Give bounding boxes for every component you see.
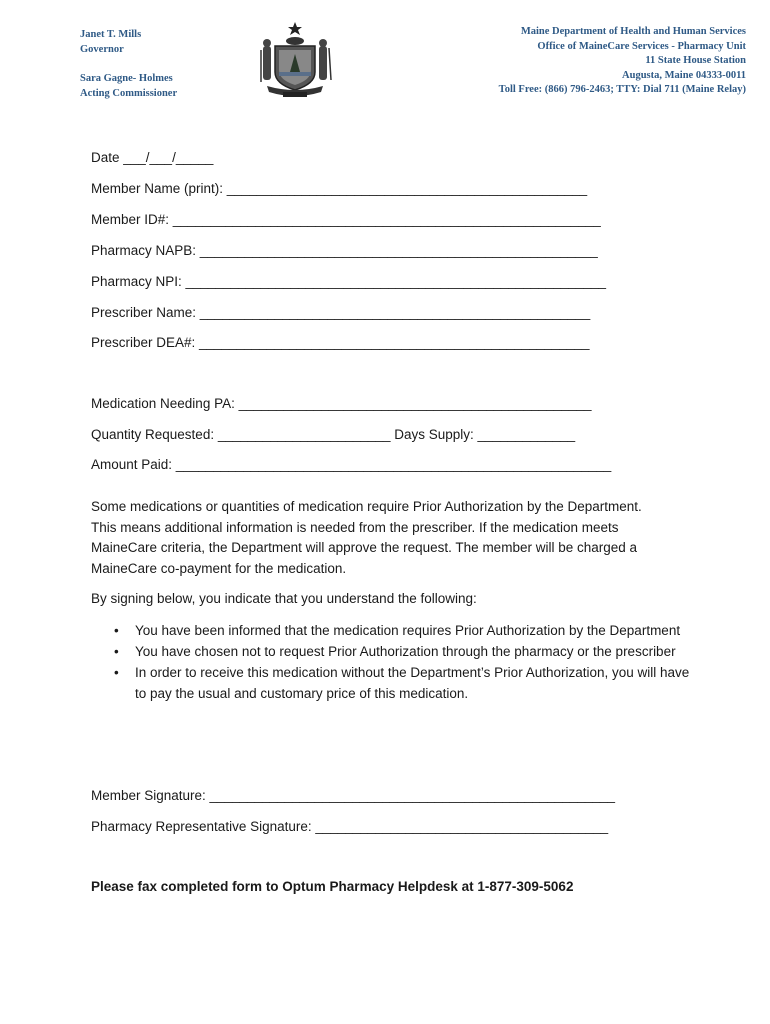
prior-auth-paragraph: Some medications or quantities of medication require Prior Authorization by the Department. This means additional information is needed from the prescriber. If the medication meets MaineCare criteria, the Department will approve the request. The member will be charged a MaineCare co-payment for the medication. bbox=[91, 499, 642, 576]
phone-line: Toll Free: (866) 796-2463; TTY: Dial 711 (Maine Relay) bbox=[498, 84, 746, 95]
city-state-zip: Augusta, Maine 04333-0011 bbox=[622, 69, 746, 81]
office-name: Office of MaineCare Services - Pharmacy Unit bbox=[537, 40, 746, 52]
pharmacy-napb-field[interactable]: Pharmacy NAPB: _____________________________________________________ bbox=[91, 243, 598, 258]
state-seal-icon bbox=[257, 20, 333, 98]
acknowledgement-intro: By signing below, you indicate that you understand the following: bbox=[91, 591, 477, 606]
governor-name: Janet T. Mills bbox=[80, 29, 142, 40]
member-signature-field[interactable]: Member Signature: ______________________________________________________ bbox=[91, 788, 615, 803]
bullet-icon: • bbox=[114, 623, 119, 638]
bullet-icon: • bbox=[114, 665, 119, 680]
medication-field[interactable]: Medication Needing PA: _______________________________________________ bbox=[91, 396, 592, 411]
member-id-field[interactable]: Member ID#: _________________________________________________________ bbox=[91, 212, 601, 227]
amount-paid-field[interactable]: Amount Paid: __________________________________________________________ bbox=[91, 457, 612, 472]
pharmacy-rep-signature-field[interactable]: Pharmacy Representative Signature: _______________________________________ bbox=[91, 819, 609, 834]
station: 11 State House Station bbox=[645, 55, 746, 66]
quantity-days-field[interactable]: Quantity Requested: _______________________ Days Supply: _____________ bbox=[91, 427, 576, 442]
date-field[interactable]: Date ___/___/_____ bbox=[91, 150, 214, 165]
list-item: • You have chosen not to request Prior Authorization through the pharmacy or the prescriber bbox=[91, 641, 691, 662]
prescriber-dea-field[interactable]: Prescriber DEA#: ____________________________________________________ bbox=[91, 335, 590, 350]
header-officials bbox=[80, 28, 177, 101]
list-item: • In order to receive this medication without the Department’s Prior Authorization, you will have to pay the usual and customary price of this medication. bbox=[91, 662, 691, 704]
prescriber-name-field[interactable]: Prescriber Name: ____________________________________________________ bbox=[91, 305, 591, 320]
member-name-field[interactable]: Member Name (print): ________________________________________________ bbox=[91, 181, 588, 196]
governor-title: Governor bbox=[80, 43, 124, 55]
department-name: Maine Department of Health and Human Services bbox=[520, 26, 746, 37]
fax-instruction: Please fax completed form to Optum Pharmacy Helpdesk at 1-877-309-5062 bbox=[91, 879, 574, 894]
commissioner-name: Sara Gagne- Holmes bbox=[80, 73, 173, 84]
acknowledgement-list bbox=[91, 620, 691, 704]
department-address bbox=[499, 25, 746, 98]
pharmacy-npi-field[interactable]: Pharmacy NPI: ________________________________________________________ bbox=[91, 274, 606, 289]
bullet-icon: • bbox=[114, 644, 119, 659]
list-item: • You have been informed that the medication requires Prior Authorization by the Department bbox=[91, 620, 691, 641]
commissioner-title: Acting Commissioner bbox=[80, 87, 178, 99]
